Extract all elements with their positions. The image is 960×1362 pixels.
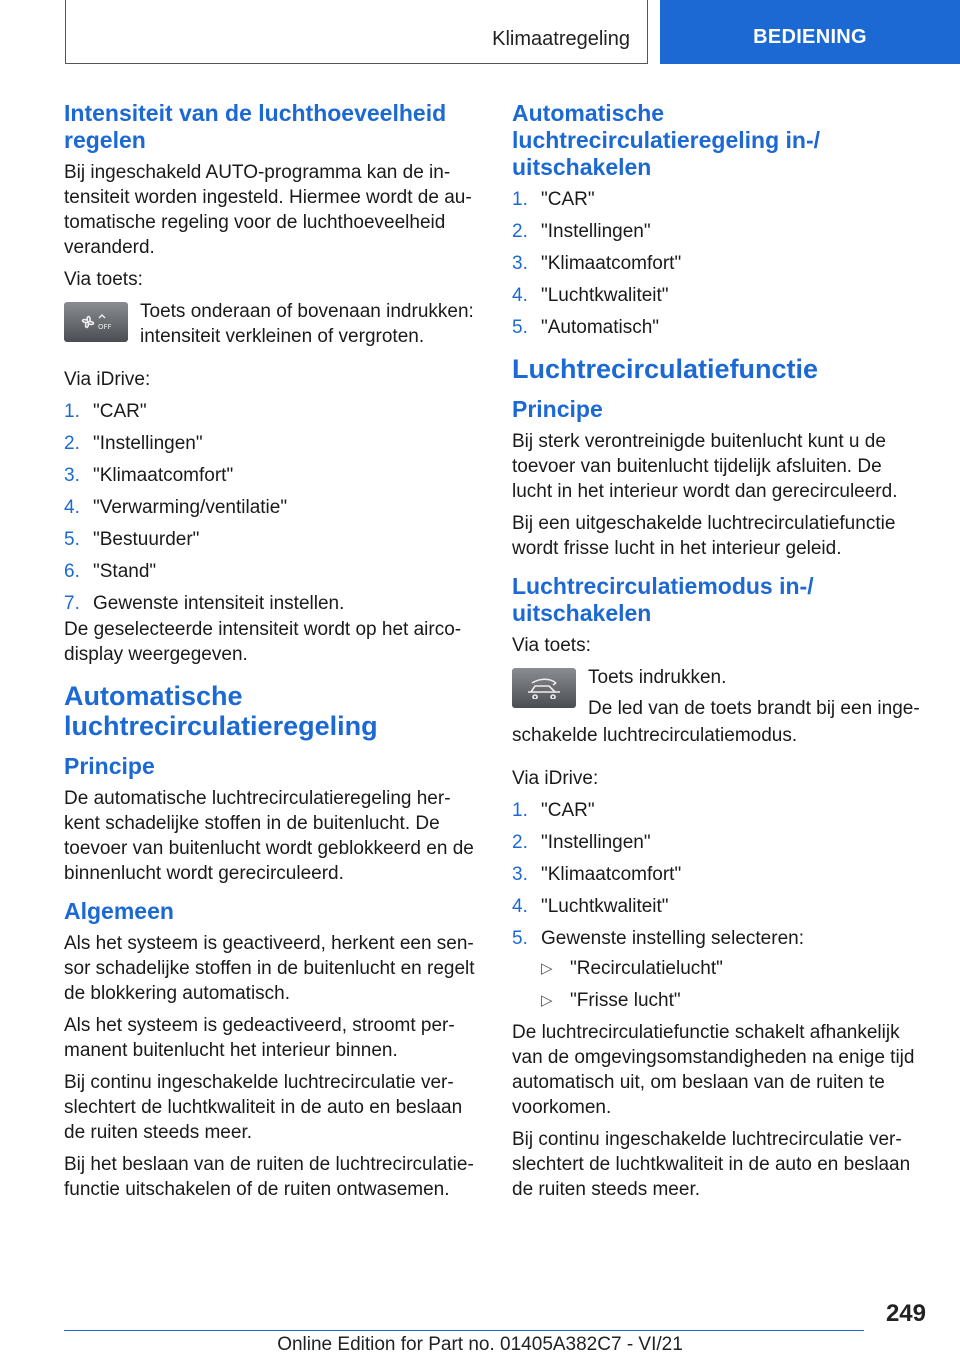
list-item: 4. "Luchtkwaliteit" (512, 285, 669, 306)
button-instruction (64, 299, 484, 355)
triangle-bullet-icon: ▷ (541, 992, 553, 1009)
list-item: 2. "Instellingen" (512, 221, 651, 242)
list-item: 4. "Luchtkwaliteit" (512, 896, 669, 917)
heading-principe: Principe (512, 396, 603, 422)
svg-text:OFF: OFF (98, 323, 112, 331)
list-item: 2. "Instellingen" (512, 832, 651, 853)
via-toets-label: Via toets: (64, 269, 143, 290)
heading-algemeen: Algemeen (64, 898, 174, 924)
paragraph: De geselecteerde intensiteit wordt op het airco-display weergegeven. (64, 619, 462, 665)
heading-auto-recirculation: Automatische luchtrecirculatieregeling (64, 681, 378, 741)
header-chapter-tab[interactable]: BEDIENING (660, 0, 960, 64)
steps-list-mode (512, 798, 922, 951)
button-text: Toets indrukken. (588, 667, 727, 688)
list-item: 4. "Verwarming/ventilatie" (64, 497, 288, 518)
paragraph: Bij sterk verontreinigde buitenlucht kunt u de toevoer van buitenlucht tijdelijk afsluiten. De lucht in het interieur wordt dan gerecirculeerd. (512, 431, 898, 502)
button-text-continued: schakelde luchtrecirculatiemodus. (512, 725, 798, 746)
right-column (512, 100, 922, 1209)
heading-principe: Principe (64, 753, 155, 779)
steps-list-intensity (64, 399, 484, 616)
left-column (64, 100, 484, 1209)
recirculation-button-icon (512, 668, 576, 708)
list-item: 1. "CAR" (512, 800, 595, 821)
footer-divider (64, 1330, 864, 1331)
list-item: 3. "Klimaatcomfort" (64, 465, 234, 486)
fan-button-icon (64, 302, 128, 342)
button-text: Toets onderaan of bovenaan indrukken: intensiteit verkleinen of vergroten. (140, 301, 474, 347)
page-number: 249 (885, 1300, 926, 1327)
list-item: 6. "Stand" (64, 561, 157, 582)
button-text: De led van de toets brandt bij een inge- (588, 698, 920, 719)
via-idrive-label: Via iDrive: (64, 369, 151, 390)
via-toets-label: Via toets: (512, 635, 591, 656)
paragraph: Bij continu ingeschakelde luchtrecirculatie ver-slechtert de luchtkwaliteit in de auto en beslaan de ruiten steeds meer. (64, 1072, 463, 1143)
list-item: 5. Gewenste instelling selecteren: (512, 928, 804, 949)
heading-recirculation-function: Luchtrecirculatiefunctie (512, 354, 819, 384)
paragraph: Als het systeem is gedeactiveerd, stroomt per-manent buitenlucht het interieur binnen. (64, 1015, 455, 1061)
sub-list-item: ▷ "Frisse lucht" (541, 990, 681, 1011)
paragraph: Bij het beslaan van de ruiten de luchtrecirculatie-functie uitschakelen of de ruiten ontwasemen. (64, 1154, 474, 1200)
paragraph: De luchtrecirculatiefunctie schakelt afhankelijk van de omgevingsomstandigheden na enige tijd automatisch uit, om beslaan van de ruiten te voorkomen. (512, 1022, 915, 1118)
paragraph: Bij ingeschakeld AUTO-programma kan de in-tensiteit worden ingesteld. Hiermee wordt de au-tomatische regeling voor de luchthoeveelheid veranderd. (64, 162, 472, 258)
footer-edition: Online Edition for Part no. 01405A382C7 - VI/21 (277, 1334, 683, 1355)
list-item: 5. "Bestuurder" (64, 529, 200, 550)
heading-intensity: Intensiteit van de luchthoeveelheid regelen (64, 100, 447, 153)
via-idrive-label: Via iDrive: (512, 768, 599, 789)
sub-options-list (512, 956, 922, 1013)
list-item: 1. "CAR" (512, 189, 595, 210)
list-item: 1. "CAR" (64, 401, 147, 422)
header-section-title: Klimaatregeling (492, 28, 630, 50)
list-item: 7. Gewenste intensiteit instellen. (64, 593, 345, 614)
paragraph: Bij een uitgeschakelde luchtrecirculatiefunctie wordt frisse lucht in het interieur geleid. (512, 513, 896, 559)
paragraph: Als het systeem is geactiveerd, herkent een sen-sor schadelijke stoffen in de buitenlucht en regelt de blokkering automatisch. (64, 933, 475, 1004)
paragraph: Bij continu ingeschakelde luchtrecirculatie ver-slechtert de luchtkwaliteit in de auto en beslaan de ruiten steeds meer. (512, 1129, 911, 1200)
list-item: 3. "Klimaatcomfort" (512, 864, 682, 885)
list-item: 5. "Automatisch" (512, 317, 660, 338)
sub-list-item: ▷ "Recirculatielucht" (541, 958, 723, 979)
button-instruction (512, 665, 922, 727)
steps-list-auto (512, 187, 922, 340)
list-item: 2. "Instellingen" (64, 433, 203, 454)
heading-mode-onoff: Luchtrecirculatiemodus in-/ uitschakelen (512, 573, 814, 626)
triangle-bullet-icon: ▷ (541, 960, 553, 977)
list-item: 3. "Klimaatcomfort" (512, 253, 682, 274)
heading-auto-onoff: Automatische luchtrecirculatieregeling in-/ uitschakelen (512, 100, 821, 180)
paragraph: De automatische luchtrecirculatieregeling her-kent schadelijke stoffen in de buitenlucht. De toevoer van buitenlucht wordt geblokkeerd en de binnenlucht wordt gerecirculeerd. (64, 788, 474, 884)
